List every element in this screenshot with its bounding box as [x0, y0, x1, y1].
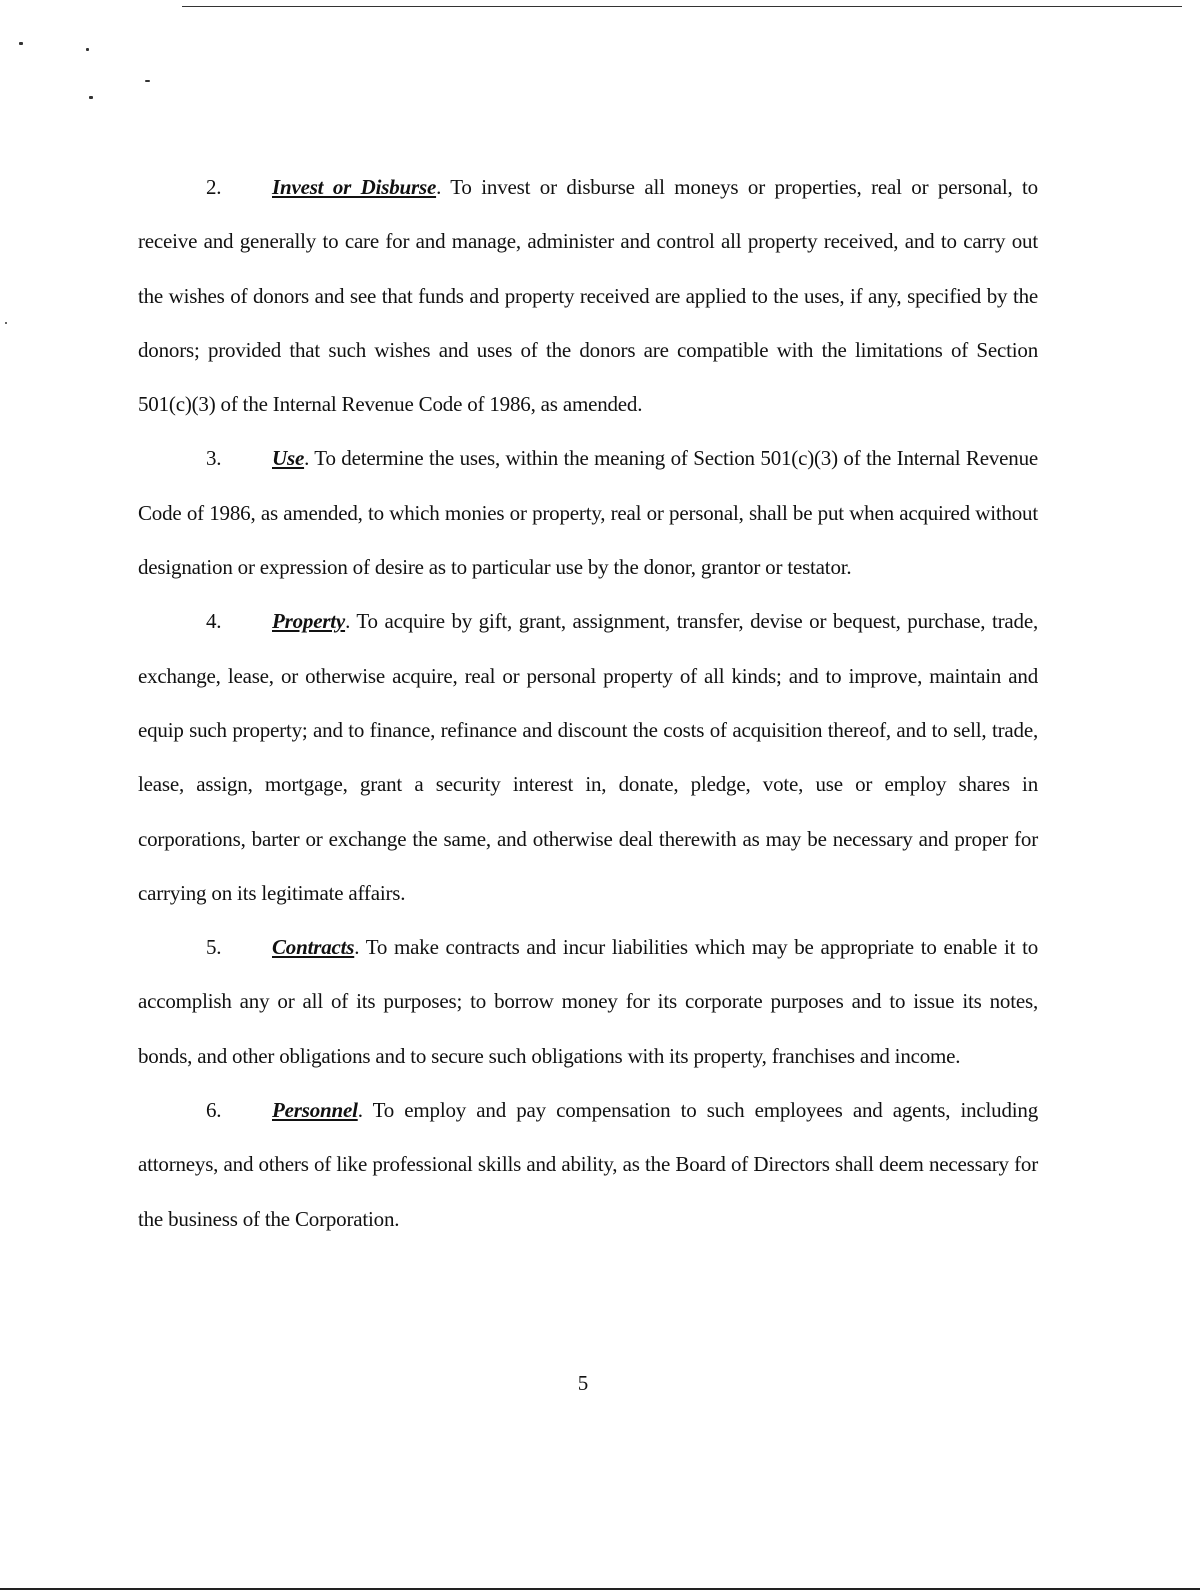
- paragraph-number: 6.: [206, 1098, 222, 1123]
- paragraph-title: Invest or Disburse: [272, 175, 437, 199]
- paragraph-title: Personnel: [272, 1098, 358, 1123]
- scan-speck: [19, 42, 23, 45]
- scan-speck: [86, 48, 89, 51]
- paragraph-number: 2.: [206, 175, 222, 199]
- paragraph-number: 3.: [206, 446, 222, 471]
- paragraph-text: . To invest or disburse all moneys or properties, real or personal, to receive and generally to care for and manage, administer and control all property received, and to carry out the wishes of donors and see that funds and property received are applied to the uses, if any, specified by the donors; provided that such wishes and uses of the donors are compatible with the limitations of Section 501(c)(3) of the Internal Revenue Code of 1986, as amended.: [138, 175, 1038, 417]
- scan-speck: [5, 322, 7, 324]
- paragraph-use: [138, 431, 1038, 594]
- paragraph-title: Contracts: [272, 935, 355, 960]
- scan-speck: [89, 96, 93, 99]
- paragraph-text: . To determine the uses, within the meaning of Section 501(c)(3) of the Internal Revenue Code of 1986, as amended, to which monies or property, real or personal, shall be put when acquired without designation or expression of desire as to particular use by the donor, grantor or testator.: [138, 446, 1038, 580]
- paragraph-text: . To acquire by gift, grant, assignment, transfer, devise or bequest, purchase, trade, exchange, lease, or otherwise acquire, real or personal property of all kinds; and to improve, maintain and equip such property; and to finance, refinance and discount the costs of acquisition thereof, and to sell, trade, lease, assign, mortgage, grant a security interest in, donate, pledge, vote, use or employ shares in corporations, barter or exchange the same, and otherwise deal therewith as may be necessary and proper for carrying on its legitimate affairs.: [138, 609, 1038, 905]
- top-scan-rule: [182, 6, 1182, 7]
- paragraph-title: Use: [272, 446, 305, 471]
- scan-speck: [145, 80, 150, 82]
- page-number: 5: [577, 1371, 589, 1395]
- paragraph-number: 5.: [206, 935, 222, 960]
- paragraph-contracts: [138, 920, 1038, 1083]
- paragraph-text: . To employ and pay compensation to such employees and agents, including attorneys, and others of like professional skills and ability, as the Board of Directors shall deem necessary for the business of the Corporation.: [138, 1098, 1038, 1231]
- bottom-scan-rule: [0, 1588, 1200, 1590]
- paragraph-property: [138, 594, 1038, 920]
- paragraph-invest-or-disburse: [138, 160, 1038, 431]
- paragraph-personnel: [138, 1083, 1038, 1246]
- paragraph-title: Property: [272, 609, 346, 634]
- paragraph-number: 4.: [206, 609, 222, 634]
- document-body: [138, 160, 1038, 1246]
- paragraph-text: . To make contracts and incur liabilities which may be appropriate to enable it to accomplish any or all of its purposes; to borrow money for its corporate purposes and to issue its notes, bonds, and other obligations and to secure such obligations with its property, franchises and income.: [138, 935, 1038, 1068]
